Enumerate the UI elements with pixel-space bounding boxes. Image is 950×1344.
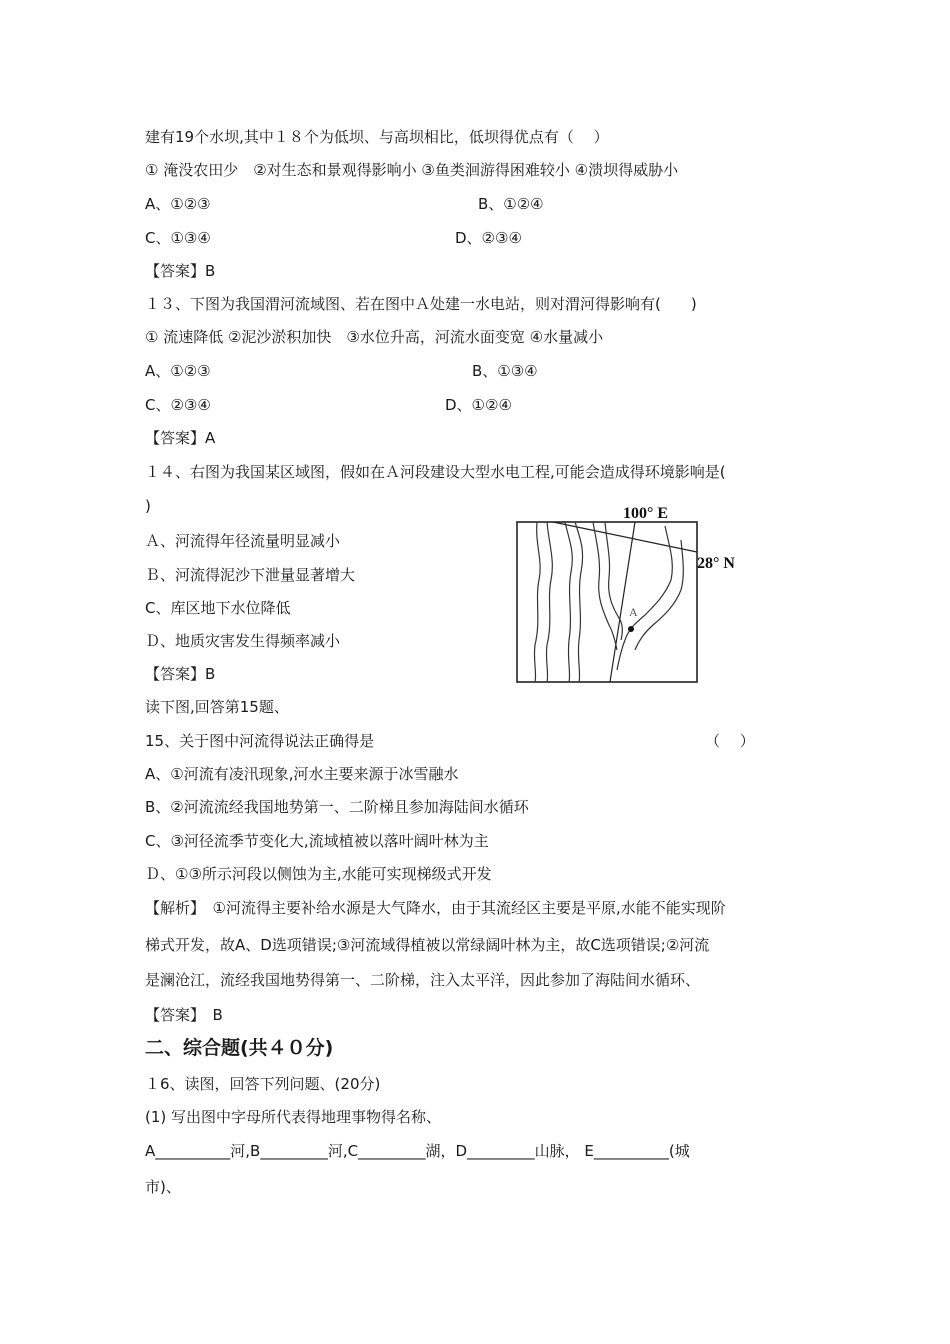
q15-answer: 【答案】 B: [145, 1006, 223, 1024]
river-1: [534, 522, 540, 682]
q16-blanks-line: A__________河,B_________河,C_________湖，D_________山脉， E__________(城: [145, 1142, 690, 1160]
q15-analysis-line-1: 【解析】 ①河流得主要补给水源是大气降水，由于其流经区主要是平原,水能不能实现阶: [145, 899, 726, 917]
longitude-line: [610, 522, 635, 682]
q12-option-b: B、①②④: [478, 195, 544, 213]
q14-stem: １４、右图为我国某区域图，假如在Ａ河段建设大型水电工程,可能会造成得环境影响是(: [145, 463, 726, 481]
map-latitude-label: 28° N: [697, 555, 735, 572]
map-longitude-label: 100° E: [623, 505, 669, 522]
q13-option-c: C、②③④: [145, 396, 211, 414]
q12-option-d: D、②③④: [455, 229, 522, 247]
region-map: [505, 500, 765, 690]
q15-analysis-line-3: 是澜沧江，流经我国地势得第一、二阶梯，注入太平洋，因此参加了海陆间水循环、: [145, 971, 701, 989]
latitude-line: [553, 522, 697, 552]
river-3: [593, 522, 617, 650]
river-2-bank: [575, 522, 583, 682]
river-1-bank: [546, 522, 552, 682]
q16-sub-1: (1) 写出图中字母所代表得地理事物得名称、: [145, 1108, 442, 1126]
q12-option-c: C、①③④: [145, 229, 211, 247]
q14-option-d: Ｄ、地质灾害发生得频率减小: [145, 632, 341, 650]
point-a-marker: [628, 626, 634, 632]
q13-options-line: ① 流速降低 ②泥沙淤积加快 ③水位升高，河流水面变宽 ④水量减小: [145, 328, 604, 346]
q14-answer: 【答案】B: [145, 665, 216, 683]
q15-stem: 15、关于图中河流得说法正确得是: [145, 732, 375, 750]
point-a-label: A: [629, 605, 638, 619]
q15-option-b: B、②河流流经我国地势第一、二阶梯且参加海陆间水循环: [145, 798, 529, 816]
q15-option-d: Ｄ、①③所示河段以侧蚀为主,水能可实现梯级式开发: [145, 865, 492, 883]
q13-option-a: A、①②③: [145, 362, 211, 380]
river-2: [565, 522, 572, 682]
q13-option-b: B、①③④: [472, 362, 538, 380]
river-4: [617, 526, 672, 670]
q13-answer: 【答案】A: [145, 429, 216, 447]
q13-stem: １３、下图为我国渭河流域图、若在图中Ａ处建一水电站，则对渭河得影响有( ): [145, 295, 697, 313]
section-2-title: 二、综合题(共４０分): [145, 1037, 334, 1059]
q12-options-line: ① 淹没农田少 ②对生态和景观得影响小 ③鱼类洄游得困难较小 ④溃坝得威胁小: [145, 161, 679, 179]
q16-stem: １6、读图，回答下列问题、(20分): [145, 1075, 381, 1093]
q12-stem: 建有19个水坝,其中１８个为低坝、与高坝相比，低坝得优点有（ ）: [145, 128, 609, 146]
q15-intro: 读下图,回答第15题、: [145, 698, 289, 716]
q15-option-c: C、③河径流季节变化大,流域植被以落叶阔叶林为主: [145, 832, 489, 850]
q15-analysis-line-2: 梯式开发，故A、D选项错误;③河流域得植被以常绿阔叶林为主，故C选项错误;②河流: [145, 936, 710, 954]
q14-option-c: C、库区地下水位降低: [145, 599, 291, 617]
q15-option-a: A、①河流有凌汛现象,河水主要来源于冰雪融水: [145, 765, 459, 783]
q12-answer: 【答案】B: [145, 262, 216, 280]
q14-stem-end: ): [145, 497, 151, 515]
q12-option-a: A、①②③: [145, 195, 211, 213]
q13-option-d: D、①②④: [445, 396, 512, 414]
q16-blanks-end: 市)、: [145, 1178, 181, 1196]
q15-answer-paren: （ ）: [705, 732, 755, 750]
q14-option-b: Ｂ、河流得泥沙下泄量显著增大: [145, 566, 356, 584]
river-4-bank: [635, 540, 683, 650]
q14-option-a: Ａ、河流得年径流量明显减小: [145, 532, 341, 550]
